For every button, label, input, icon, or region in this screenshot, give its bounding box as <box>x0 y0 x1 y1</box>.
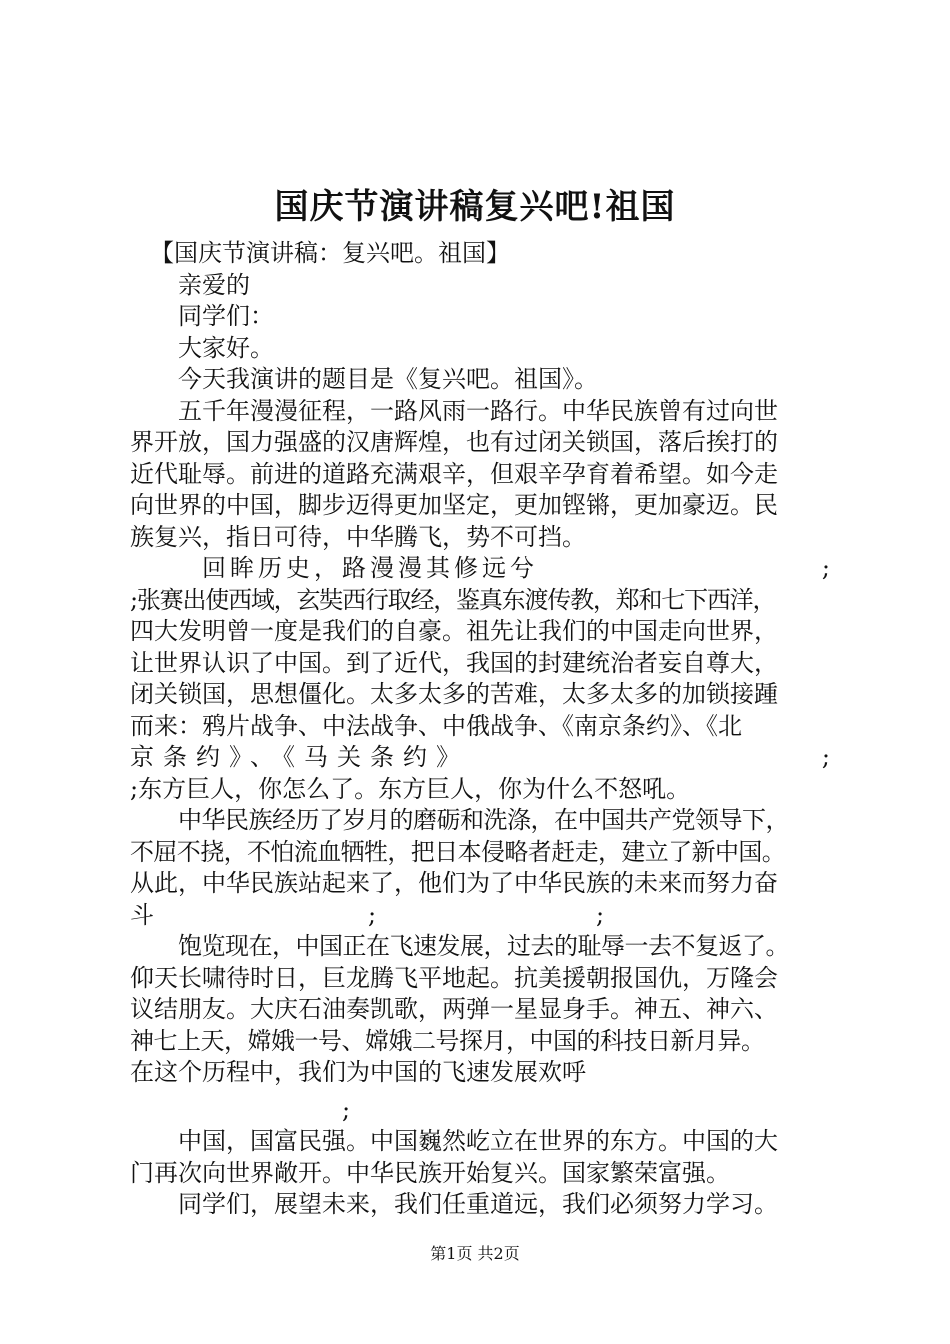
text-line: 亲爱的 <box>178 270 250 299</box>
text-line: 大家好。 <box>178 333 274 362</box>
text-line: 今天我演讲的题目是《复兴吧。祖国》。 <box>178 365 598 393</box>
document-body <box>130 238 830 1221</box>
text-line: 【国庆节演讲稿：复兴吧。祖国】 <box>150 239 510 267</box>
document-title: 国庆节演讲稿复兴吧!祖国 <box>274 187 676 227</box>
text-line <box>130 742 830 774</box>
text-line: 议结朋友。大庆石油奏凯歌，两弹一星显身手。神五、神六、 <box>130 995 778 1023</box>
text-line: ;东方巨人，你怎么了。东方巨人，你为什么不怒吼。 <box>130 774 691 803</box>
text-line: 闭关锁国，思想僵化。太多太多的苦难，太多太多的加锁接踵 <box>130 680 778 708</box>
text-line: ;张赛出使西域，玄奘西行取经，鉴真东渡传教，郑和七下西洋， <box>130 585 776 614</box>
text-line: 族复兴，指日可待，中华腾飞，势不可挡。 <box>130 522 586 551</box>
text-line: 在这个历程中，我们为中国的飞速发展欢呼 <box>130 1058 586 1086</box>
text-line-start: 斗 <box>130 900 154 929</box>
text-line: 而来：鸦片战争、中法战争、中俄战争、《南京条约》、《北 <box>130 711 742 740</box>
text-line: 中国，国富民强。中国巍然屹立在世界的东方。中国的大 <box>178 1127 778 1155</box>
text-line-end: ; <box>821 554 830 582</box>
text-line: 中华民族经历了岁月的磨砺和洗涤，在中国共产党领导下， <box>178 806 789 834</box>
text-line-end: ; <box>821 743 830 771</box>
text-line: 向世界的中国，脚步迈得更加坚定，更加铿锵，更加豪迈。民 <box>130 491 778 519</box>
text-line-start: 京条约》、《马关条约》 <box>130 743 469 771</box>
text-line: 从此，中华民族站起来了，他们为了中华民族的未来而努力奋 <box>130 869 778 897</box>
text-line: 饱览现在，中国正在飞速发展，过去的耻辱一去不复返了。 <box>178 932 789 960</box>
text-line-start: 回眸历史，路漫漫其修远兮 <box>202 554 538 582</box>
text-line: 四大发明曾一度是我们的自豪。祖先让我们的中国走向世界， <box>130 617 778 645</box>
text-line: 同学们，展望未来，我们任重道远，我们必须努力学习。 <box>178 1190 778 1218</box>
text-line: 仰天长啸待时日，巨龙腾飞平地起。抗美援朝报国仇，万隆会 <box>130 963 778 992</box>
text-line: 神七上天，嫦娥一号、嫦娥二号探月，中国的科技日新月异。 <box>130 1026 765 1055</box>
text-line: 不屈不挠，不怕流血牺牲，把日本侵略者赶走，建立了新中国。 <box>130 837 786 866</box>
text-line <box>130 900 830 932</box>
text-line <box>130 1095 830 1127</box>
text-line: 同学们： <box>178 302 274 330</box>
text-line: 让世界认识了中国。到了近代，我国的封建统治者妄自尊大， <box>130 648 778 677</box>
text-line <box>130 553 830 585</box>
text-line: 五千年漫漫征程，一路风雨一路行。中华民族曾有过向世 <box>178 396 778 425</box>
text-line-end: ; <box>596 900 605 929</box>
text-line: 门再次向世界敞开。中华民族开始复兴。国家繁荣富强。 <box>130 1158 730 1187</box>
page-footer: 第1页 共2页 <box>430 1244 520 1263</box>
text-line-mid: ; <box>342 1095 351 1124</box>
text-line: 近代耻辱。前进的道路充满艰辛，但艰辛孕育着希望。如今走 <box>130 459 778 488</box>
text-line: 界开放，国力强盛的汉唐辉煌，也有过闭关锁国，落后挨打的 <box>130 428 778 456</box>
text-line-mid: ; <box>368 900 377 929</box>
